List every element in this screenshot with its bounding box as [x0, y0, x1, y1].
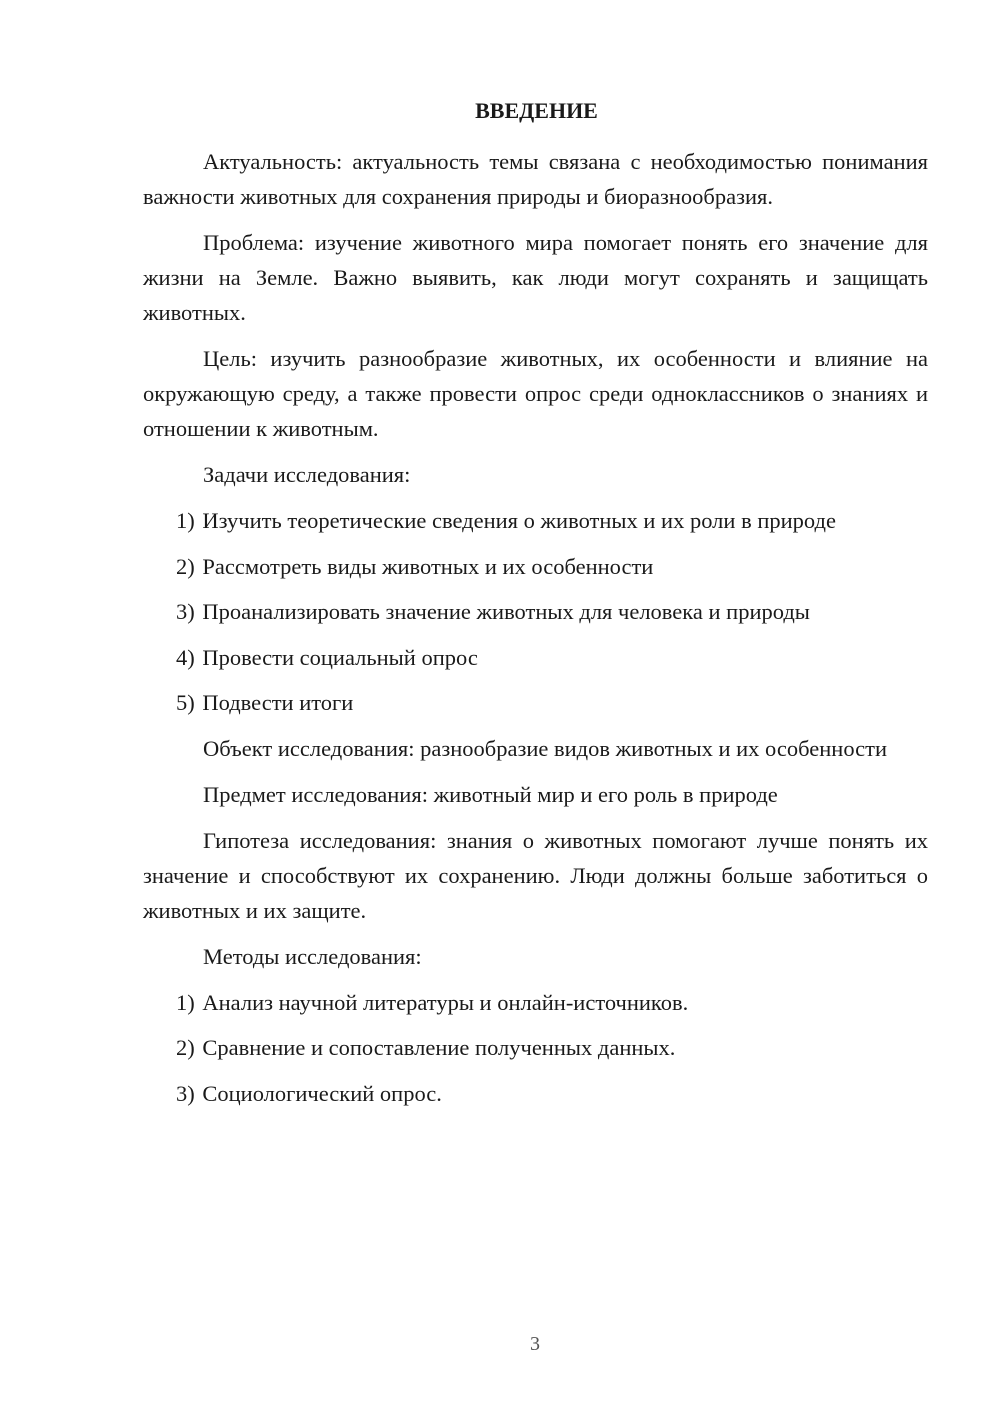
list-item-text: Социологический опрос. [202, 1080, 442, 1106]
methods-heading: Методы исследования: [203, 943, 422, 969]
list-item-number: 1) [176, 508, 195, 533]
list-item-number: 3) [176, 599, 195, 624]
relevance-paragraph: Актуальность: актуальность темы связана с необходимостью понимания важности животных для сохранения природы и биоразнообразия. [143, 149, 928, 209]
list-item-text: Провести социальный опрос [202, 644, 478, 670]
list-item-text: Подвести итоги [202, 690, 354, 715]
subject-paragraph: Предмет исследования: животный мир и его роль в природе [203, 781, 778, 807]
list-item-text: Анализ научной литературы и онлайн-источников. [202, 989, 689, 1015]
list-item-number: 1) [176, 989, 195, 1015]
goal-paragraph: Цель: изучить разнообразие животных, их особенности и влияние на окружающую среду, а также провести опрос среди одноклассников о знаниях и отношении к животным. [143, 346, 928, 441]
list-item-number: 2) [176, 553, 195, 579]
page-number: 3 [530, 1333, 540, 1355]
tasks-heading: Задачи исследования: [203, 462, 411, 487]
list-item [143, 985, 928, 1020]
object-paragraph: Объект исследования: разнообразие видов животных и их особенности [203, 735, 887, 761]
document-body [143, 93, 928, 1121]
methods-list [143, 985, 928, 1111]
list-item-number: 3) [176, 1080, 195, 1106]
list-item-number: 5) [176, 690, 195, 715]
list-item-text: Проанализировать значение животных для человека и природы [202, 599, 810, 624]
list-item [143, 640, 928, 675]
list-item-number: 4) [176, 644, 195, 670]
list-item [143, 503, 928, 538]
problem-paragraph: Проблема: изучение животного мира помогает понять его значение для жизни на Земле. Важно выявить, как люди могут сохранять и защищать животных. [143, 230, 928, 325]
list-item [143, 685, 928, 720]
section-title: ВВЕДЕНИЕ [475, 98, 598, 123]
list-item-text: Рассмотреть виды животных и их особенности [202, 553, 654, 579]
list-item [143, 594, 928, 629]
hypothesis-paragraph: Гипотеза исследования: знания о животных помогают лучше понять их значение и способствуют их сохранению. Люди должны больше заботиться о животных и их защите. [143, 827, 928, 923]
tasks-list [143, 503, 928, 720]
list-item [143, 549, 928, 584]
list-item [143, 1030, 928, 1065]
list-item-text: Сравнение и сопоставление полученных данных. [202, 1035, 676, 1060]
list-item-text: Изучить теоретические сведения о животных и их роли в природе [202, 508, 836, 533]
list-item-number: 2) [176, 1035, 195, 1060]
list-item [143, 1076, 928, 1111]
